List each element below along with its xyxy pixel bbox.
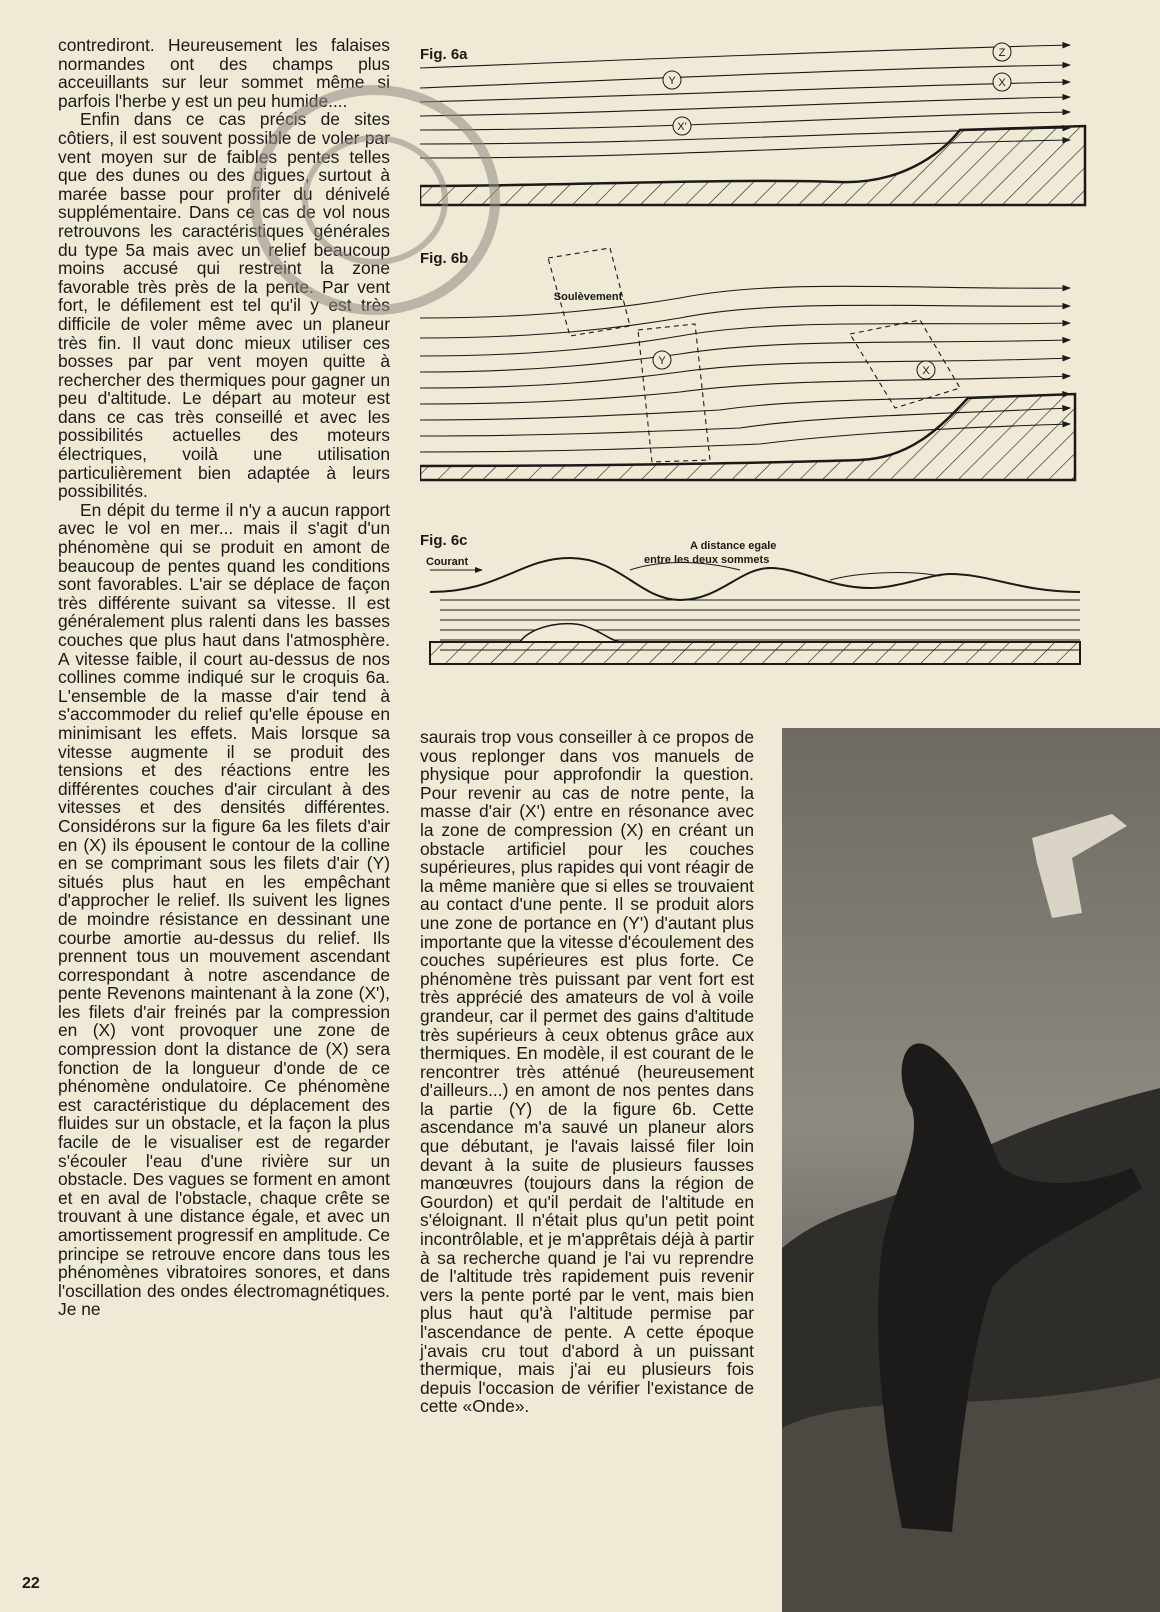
figure-6a [420, 40, 1110, 220]
figure-6b [420, 248, 1110, 518]
paragraph: saurais trop vous conseiller à ce propos de vous replonger dans vos manuels de physique pour approfondir la question. Pour revenir au cas de notre pente, la masse d'air (X') entre en résonance avec la zone de compression (X) en créant un obstacle artificiel pour les couches supérieures, plus rapides qui vont réagir de la même manière que si elles se trouvaient au contact d'une pente. Il se produit alors une zone de portance en (Y') d'autant plus importante que la vitesse d'écoulement des couches supérieures est plus forte. Ce phénomène très puissant par vent fort est très apprécié des amateurs de vol à voile grandeur, car il permet des gains d'altitude très supérieurs à ceux obtenus grâce aux thermiques. En modèle, il est courant de le rencontrer très atténué (heureusement d'ailleurs...) en amont de nos pentes dans la partie (Y) de la figure 6b. Cette ascendance m'a sauvé un planeur alors que débutant, je l'avais laissé filer loin devant à la suite de plusieurs fausses manœuvres (toujours dans la région de Gourdon) et qu'il perdait de l'altitude en s'éloignant. Il n'était plus qu'un petit point incontrôlable, et je m'apprêtais déjà à partir à sa recherche quand je l'ai vu reprendre de l'altitude très rapidement puis revenir vers la pente porté par le vent, mais bien plus haut qu'à l'altitude permise par l'ascendance de pente. A cette époque j'avais cru tout d'abord à un puissant thermique, mais j'ai eu plusieurs fois depuis l'occasion de vérifier l'existance de cette «Onde». [420, 727, 754, 1417]
marker-x-prime: X' [677, 121, 687, 133]
marker-x: X [998, 77, 1006, 89]
annotation-line1: A distance egale [690, 540, 777, 552]
marker-y: Y [668, 75, 676, 87]
photo-illustration [782, 728, 1160, 1612]
soulevement-label: Soulèvement [553, 291, 623, 303]
courant-label: Courant [426, 556, 469, 568]
left-text-column [58, 36, 390, 1319]
page-number: 22 [22, 1575, 40, 1592]
paragraph: En dépit du terme il n'y a aucun rapport avec le vol en mer... mais il s'agit d'un phénomène qui se produit en amont de beaucoup de pentes quand les conditions sont favorables. L'air se déplace de façon très différente suivant sa vitesse. Il est généralement plus ralenti dans les basses couches que plus haut dans l'atmosphère. A vitesse faible, il court au-dessus de nos collines comme indiqué sur le croquis 6a. L'ensemble de la masse d'air tend à s'accommoder du relief qu'elle épouse en minimisant les effets. Mais lorsque sa vitesse augmente il se produit des tensions et des réactions entre les différentes couches d'air circulant à des vitesses et des densités différentes. Considérons sur la figure 6a les filets d'air en (X) ils épousent le contour de la colline en se comprimant sous les filets d'air (Y) situés plus haut en les empêchant d'approcher le relief. Ils suivent les lignes de moindre résistance en dessinant une courbe amortie au-dessus du relief. Ils prennent tous un mouvement ascendant correspondant à notre ascendance de pente Revenons maintenant à la zone (X'), les filets d'air freinés par la compression en (X) vont provoquer une zone de compression dont la distance de (X) sera fonction de la longueur d'onde de ce phénomène ondulatoire. Ce phénomène est caractéristique du déplacement des fluides sur un obstacle, et la façon la plus facile de le visualiser est de regarder s'écouler l'eau d'une rivière sur un obstacle. Des vagues se forment en amont et en aval de l'obstacle, chaque crête se trouvant à une distance égale, et avec un amortissement progressif en amplitude. Ce principe se retrouve encore dans tous les phénomènes vibratoires sonores, et dans l'oscillation des ondes électromagnétiques. Je ne [58, 499, 390, 1320]
figure-label: Fig. 6a [420, 46, 468, 63]
marker-x: X [922, 365, 930, 377]
figure-6c [420, 530, 1110, 690]
paragraph: Enfin dans ce cas précis de sites côtiers, il est souvent possible de voler par vent moyen sur de faibles pentes telles que des dunes ou des digues, surtout à marée basse pour profiter du dénivelé supplémentaire. Dans ce cas de vol nous retrouvons les caractéristiques générales du type 5a mais avec un relief beaucoup moins accusé qui restreint la zone favorable très près de la pente. Par vent fort, le défilement est tel qu'il y est très difficile de voler même avec un planeur très fin. Il vaut donc mieux utiliser ces bosses par par vent moyen quitte à rechercher des thermiques pour gagner un peu d'altitude. Le départ au moteur est dans ce cas très conseillé et avec les possibilités actuelles des moteurs électriques, voilà une utilisation particulièrement bien adaptée à leurs possibilités. [58, 109, 390, 502]
figure-6a-diagram [420, 40, 1110, 220]
marker-z: Z [998, 47, 1006, 59]
paragraph: contrediront. Heureusement les falaises normandes ont des champs plus acceuillants sur leur sommet même si parfois l'herbe y est un peu humide.... [58, 35, 390, 111]
right-text-column [420, 728, 754, 1416]
photo-pilot-launching-glider [782, 728, 1160, 1612]
figure-6b-diagram [420, 248, 1110, 518]
marker-y: Y [658, 355, 666, 367]
figure-label: Fig. 6b [420, 250, 469, 267]
figure-label: Fig. 6c [420, 532, 468, 549]
annotation-line2: entre les deux sommets [644, 554, 770, 566]
